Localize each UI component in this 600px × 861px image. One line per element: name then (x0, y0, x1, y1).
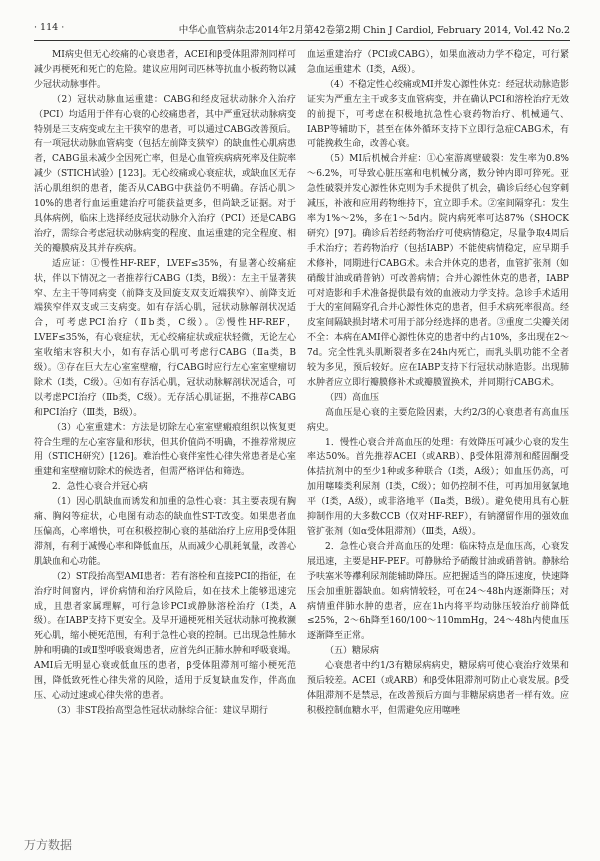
paragraph: （2）冠状动脉血运重建：CABG和经皮冠状动脉介入治疗（PCI）均适用于伴有心衰的心绞痛患者，其中严重冠状动脉病变特别是三支病变或左主干狭窄的患者，可以通过CABG改善预后。有一项冠状动脉血管病变（包括左前降支狭窄）的缺血性心肌病患者，CABG虽未减少全因死亡率，但是心血管疾病病死率及住院率减少（STICH试验）[123]。无心绞痛或心衰症状，或缺血区无存活心肌组织的患者，能否从CABG中获益仍不明确。存活心肌＞10%的患者行血运重建治疗可能获益更多，但尚缺乏证据。对于具体病例，临床上选择经皮冠状动脉介入治疗（PCI）还是CABG治疗，需综合考虑冠状动脉病变的程度、血运重建的完全程度、相关的瓣膜病及其并存疾病。 (34, 94, 296, 254)
journal-running-title: 中华心血管病杂志2014年2月第42卷第2期 Chin J Cardiol, February 2014, Vol.42 No.2 (178, 25, 570, 36)
paragraph: （2）ST段抬高型AMI患者：若有溶栓和直接PCI的指征，在治疗时间窗内，评价病情和治疗风险后，如在技术上能够迅速完成，且患者家属理解，可行急诊PCI或静脉溶栓治疗（Ⅰ类，A级）。在IABP支持下更安全。及早开通梗死相关冠状动脉可挽救濒死心肌，缩小梗死范围，有利于急性心衰的控制。已出现急性肺水肿和明确的Ⅰ或Ⅱ型呼吸衰竭患者，应首先纠正肺水肿和呼吸衰竭。AMI后无明显心衰或低血压的患者，β受体阻滞剂可缩小梗死范围，降低致死性心律失常的风险，适用于反复缺血发作，伴高血压、心动过速或心律失常的患者。 (34, 571, 296, 701)
watermark-text: 万方数据 (24, 838, 73, 852)
paragraph: 1．慢性心衰合并高血压的处理：有效降压可减少心衰的发生率达50%。首先推荐ACEI（或ARB）、β受体阻滞剂和醛固酮受体拮抗剂中的至少1种或多种联合（Ⅰ类，A级）；如血压仍高，可加用噻嗪类利尿剂（Ⅰ类，C级）；如仍控制不佳，可再加用氨氯地平（Ⅰ类，A级），或非洛地平（Ⅱa类，B级）。避免使用具有心脏抑制作用的大多数CCB（仅对HF-REF），有钠潴留作用的强效血管扩张剂（如α受体阻滞剂）（Ⅲ类，A级）。 (307, 437, 569, 537)
paragraph: 心衰患者中约1/3有糖尿病病史，糖尿病可使心衰治疗效果和预后较差。ACEI（或ARB）和β受体阻滞剂可防止心衰发展。β受体阻滞剂不是禁忌，在改善预后方面与非糖尿病患者一样有效。应积极控制血糖水平，但需避免应用噻唑 (307, 661, 569, 716)
section-heading: （四）高血压 (325, 392, 380, 403)
paragraph: （4）不稳定性心绞痛或MI并发心源性休克：经冠状动脉造影证实为严重左主干或多支血管病变，并在确认PCI和溶栓治疗无效的前提下，可考虑在积极地抗急性心衰药物治疗、机械通气、IABP等辅助下，甚至在体外循环支持下立即行急症CABG术，有可能挽救生命，改善心衰。 (307, 79, 569, 150)
left-text-column (34, 48, 296, 719)
paragraph: MI病史但无心绞痛的心衰患者，ACEI和β受体阻滞剂同样可减少再梗死和死亡的危险。建议应用阿司匹林等抗血小板药物以减少冠状动脉事件。 (34, 50, 296, 90)
section-heading: 2．急性心衰合并冠心病 (52, 482, 148, 493)
page-number: · 114 · (34, 22, 65, 33)
page-header (34, 22, 570, 42)
paragraph: 适应证：①慢性HF-REF，LVEF≤35%，有显著心绞痛症状，伴以下情况之一者推荐行CABG（Ⅰ类，B级）：左主干显著狭窄、左主干等同病变（前降支及回旋支双支近端狭窄）、前降支近端狭窄伴双支或三支病变。如有存活心肌，冠状动脉解剖状况适合，可考虑PCI治疗（Ⅱb类，C级）。②慢性HF-REF，LVEF≤35%，有心衰症状，无心绞痛症状或症状轻微，无论左心室收缩末容积大小，如有存活心肌可考虑行CABG（Ⅱa类，B级）。③存在巨大左心室室壁瘤，行CABG时应行左心室室壁瘤切除术（Ⅰ类，C级）。④如有存活心肌，冠状动脉解剖状况适合，可以考虑PCI治疗（Ⅱb类，C级）。无存活心肌证据，不推荐CABG和PCI治疗（Ⅲ类，B级）。 (34, 258, 296, 418)
paragraph: （3）非ST段抬高型急性冠状动脉综合征：建议早期行 (52, 705, 268, 716)
paragraph: （5）MI后机械合并症：①心室游离壁破裂：发生率为0.8%～6.2%，可导致心脏压塞和电机械分离，数分钟内即可猝死。亚急性破裂并发心源性休克则为手术提供了机会，确诊后经心包穿刺减压，补液和应用药物维持下，宜立即手术。②室间隔穿孔：发生率为1%～2%，多在1～5d内。院内病死率可达87%（SHOCK研究）[97]。确诊后若经药物治疗可使病情稳定，尽量争取4周后手术治疗；若药物治疗（包括IABP）不能使病情稳定，应早期手术修补，同期进行CABG术。未合并休克的患者，血管扩张剂（如硝酸甘油或硝普钠）可改善病情；合并心源性休克的患者，IABP可对造影和手术准备提供最有效的血液动力学支持。急诊手术适用于大的室间隔穿孔合并心源性休克的患者，但手术病死率很高。经皮室间隔缺损封堵术可用于部分经选择的患者。③重度二尖瓣关闭不全：本病在AMI伴心源性休克的患者中约占10%，多出现在2～7d。完全性乳头肌断裂者多在24h内死亡，而乳头肌功能不全者较为多见，预后较好。应在IABP支持下行冠状动脉造影。出现肺水肿者应立即行瓣膜修补术或瓣膜置换术，并同期行CABG术。 (307, 154, 569, 388)
paragraph: （3）心室重建术：方法是切除左心室室壁瘢痕组织以恢复更符合生理的左心室容量和形状，但其价值尚不明确，不推荐常规应用（STICH研究）[126]。难治性心衰伴室性心律失常患者是心室重建和室壁瘤切除术的候选者，但需严格评估和筛选。 (34, 422, 296, 478)
paragraph: 2．急性心衰合并高血压的处理：临床特点是血压高，心衰发展迅速，主要是HF-PEF。可静脉给予硝酸甘油或硝普钠。静脉给予呋塞米等襻利尿剂能辅助降压。应把握适当的降压速度，快速降压会加重脏器缺血。如病情较轻，可在24～48h内逐渐降压；对病情重伴肺水肿的患者，应在1h内将平均动脉压较治疗前降低≤25%，2～6h降至160/100～110mmHg，24～48h内使血压逐渐降至正常。 (307, 541, 569, 642)
header-rule (34, 40, 570, 41)
paragraph: （1）因心肌缺血而诱发和加重的急性心衰：其主要表现有胸痛、胸闷等症状，心电图有动态的缺血性ST-T改变。如果患者血压偏高，心率增快，可在积极控制心衰的基础治疗上应用β受体阻滞剂，有利于减慢心率和降低血压，从而减少心肌耗氧量，改善心肌缺血和心功能。 (34, 497, 296, 567)
right-text-column (307, 48, 569, 719)
section-heading: （五）糖尿病 (325, 646, 380, 657)
paragraph: 高血压是心衰的主要危险因素，大约2/3的心衰患者有高血压病史。 (307, 407, 569, 433)
paragraph: 血运重建治疗（PCI或CABG），如果血液动力学不稳定，可行紧急血运重建术（Ⅰ类，A级）。 (307, 50, 569, 75)
